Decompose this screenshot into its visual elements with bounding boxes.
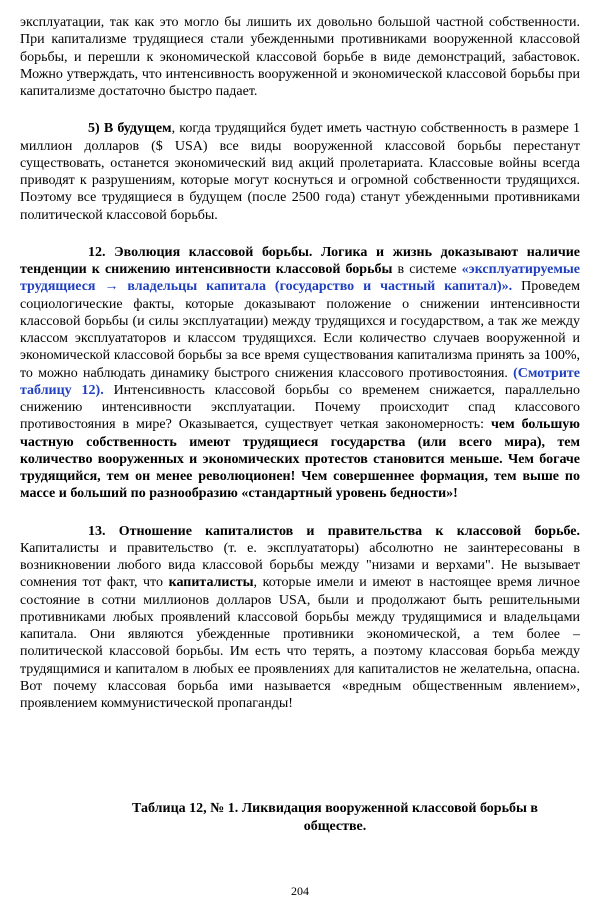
table-12-reference: (Смотрите таблицу 12).	[20, 365, 580, 398]
paragraph-1-text: эксплуатации, так как это могло бы лишить их довольно большой частной собственности. При капитализме трудящиеся стали убежденными противниками вооруженной классовой борьбы, и перешли к экономической классовой борьбе в виде демонстраций, забастовок. Можно утверждать, что интенсивность вооруженной и экономической классовой борьбы при капитализме достаточно быстро падает.	[20, 15, 580, 99]
section-12-text-3: Интенсивность классовой борьбы со временем снижается, параллельно снижению интенсивности эксплуатации. Почему происходит спад классового противостояния в мире? Оказывается, существует четкая закономерность:	[20, 382, 580, 433]
page-number: 204	[291, 884, 309, 898]
table-title: Таблица 12, № 1. Ликвидация вооруженной классовой борьбы в обществе.	[132, 801, 538, 834]
section-12-text-2: Проведем социологические факты, которые доказывают положение о снижении интенсивности классовой борьбы (и силы эксплуатации) между трудящихся и государством, а так же между классом эксплуататоров и классом трудящихся. Если количество случаев вооруженной и экономической классовой борьбы за все время существования капитализма принять за 100%, то можно наблюдать динамику быстрого снижения классового противостояния.	[20, 279, 580, 381]
section-12-text-1: в системе	[392, 262, 462, 277]
section-12-conclusion: чем большую частную собственность имеют трудящиеся государства (или всего мира), тем количество вооруженных и экономических протестов становится меньше. Чем богаче трудящийся, тем он менее революционен! Чем совершеннее формация, тем выше по массе и больший по разнообразию «стандартный уровень бедности»!	[20, 417, 580, 502]
paragraph-1	[20, 14, 580, 100]
section-13	[20, 523, 580, 713]
section-13-text-1: Капиталисты и правительство (т. е. эксплуататоры) абсолютно не заинтересованы в возникновении любого вида классовой борьбы между "низами и верхами". Не вызывает сомнения тот факт, что	[20, 540, 580, 591]
future-text: , когда трудящийся будет иметь частную собственность в размере 1 миллион долларов ($ USA) все виды вооруженной классовой борьбы перестанут существовать, останется экономический вид акций пролетариата. Классовые войны всегда приводят к разрушениям, которые могут коснуться и огромной собственности трудящихся. Поэтому все трудящиеся в будущем (после 2500 года) станут убежденными противниками политической классовой борьбы.	[20, 121, 580, 223]
section-13-heading: 13. Отношение капиталистов и правительства к классовой борьбе.	[88, 523, 580, 539]
document-body	[20, 14, 580, 712]
paragraph-future	[20, 120, 580, 224]
section-12-heading: 12. Эволюция классовой борьбы. Логика и жизнь доказывают наличие тенденции к снижению интенсивности классовой борьбы	[20, 244, 580, 277]
section-13-text-2: , которые имели и имеют в настоящее время личное состояние в сотни миллионов долларов USA, были и продолжают быть решительными противниками любых проявлений классовой борьбы между трудящимися и владельцами капитала. Они являются убежденные противники экономической, а тем более – политической классовой борьбы. Им есть что терять, а поэтому классовая борьба между трудящимися и капиталом в любых ее проявлениях для капиталистов не желательна, опасна. Вот почему классовая борьба ими называется «вредным общественным явлением», проявлением коммунистической пропаганды!	[20, 575, 581, 711]
section-12	[20, 244, 580, 503]
future-heading: 5) В будущем	[88, 121, 172, 137]
capitalists-bold: капиталисты	[168, 575, 254, 591]
system-formula-highlight: «эксплуатируемые трудящиеся → владельцы капитала (государство и частный капитал)».	[20, 262, 581, 295]
